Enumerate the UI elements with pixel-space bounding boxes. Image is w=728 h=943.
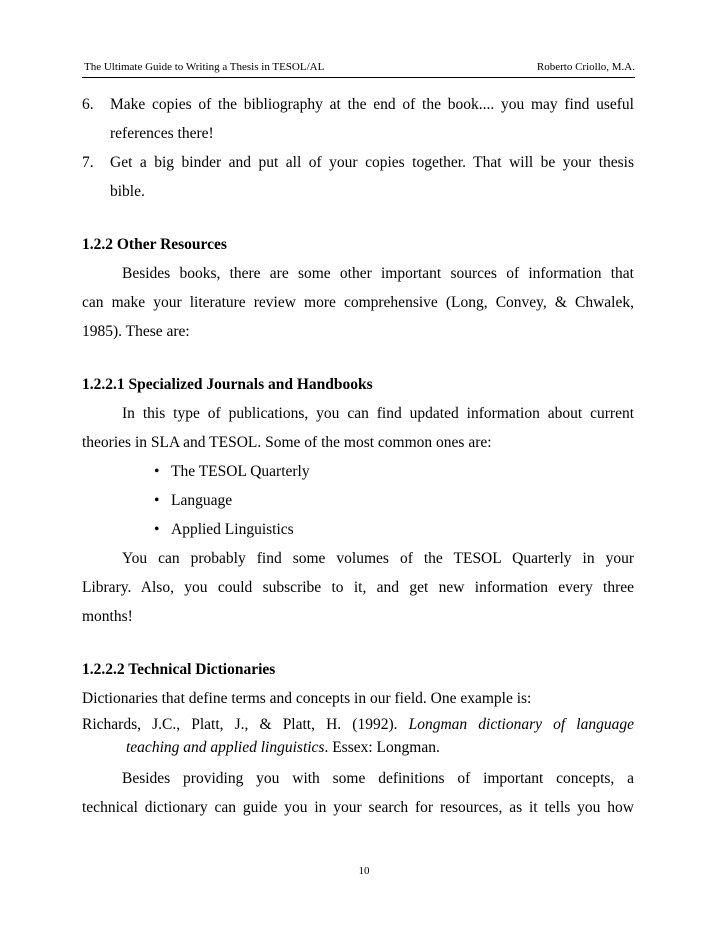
running-header-title: The Ultimate Guide to Writing a Thesis in TESOL/AL [84,61,325,73]
paragraph-line: You can probably find some volumes of the TESOL Quarterly in your [122,550,634,567]
paragraph-line: In this type of publications, you can find updated information about current [122,405,634,422]
list-item-7-number: 7. [82,154,94,171]
reference-title: Longman dictionary of language [408,716,634,733]
section-heading-1-2-2: 1.2.2 Other Resources [82,236,227,253]
page-number: 10 [358,865,370,877]
list-item-6-line2: references there! [110,125,214,142]
paragraph-line: can make your literature review more comprehensive (Long, Convey, & Chwalek, [82,294,634,311]
paragraph-line: Besides books, there are some other important sources of information that [122,265,634,282]
list-item-6-line1: 6. Make copies of the bibliography at the end of the book.... you may find useful [82,90,634,119]
section-heading-1-2-2-1: 1.2.2.1 Specialized Journals and Handbooks [82,376,373,393]
paragraph-line: Dictionaries that define terms and concepts in our field. One example is: [82,690,532,707]
bullet-item: • Language [82,486,634,515]
page-body [82,90,634,822]
bullet-icon: • [154,463,160,480]
paragraph-line: Library. Also, you could subscribe to it, and get new information every three [82,579,634,596]
paragraph-line: technical dictionary can guide you in your search for resources, as it tells you how [82,799,634,816]
running-header-author: Roberto Criollo, M.A. [536,61,635,73]
reference-entry-line1: Richards, J.C., Platt, J., & Platt, H. (1992). Longman dictionary of language [82,716,634,733]
list-item-7-line1: 7. Get a big binder and put all of your copies together. That will be your thesis [82,148,634,177]
reference-title: teaching and applied linguistics [126,739,325,756]
paragraph-line: 1985). These are: [82,323,190,340]
bullet-item: • The TESOL Quarterly [82,457,634,486]
paragraph-line: Besides providing you with some definitions of important concepts, a [122,770,634,787]
list-item-7-line2: bible. [110,183,145,200]
reference-entry-line2: teaching and applied linguistics. Essex: Longman. [126,739,440,756]
bullet-icon: • [154,521,160,538]
list-item-6-number: 6. [82,96,94,113]
header-rule [82,77,635,78]
bullet-icon: • [154,492,160,509]
paragraph-line: months! [82,608,133,625]
bullet-item: • Applied Linguistics [82,515,634,544]
section-heading-1-2-2-2: 1.2.2.2 Technical Dictionaries [82,661,276,678]
paragraph-line: theories in SLA and TESOL. Some of the most common ones are: [82,434,492,451]
